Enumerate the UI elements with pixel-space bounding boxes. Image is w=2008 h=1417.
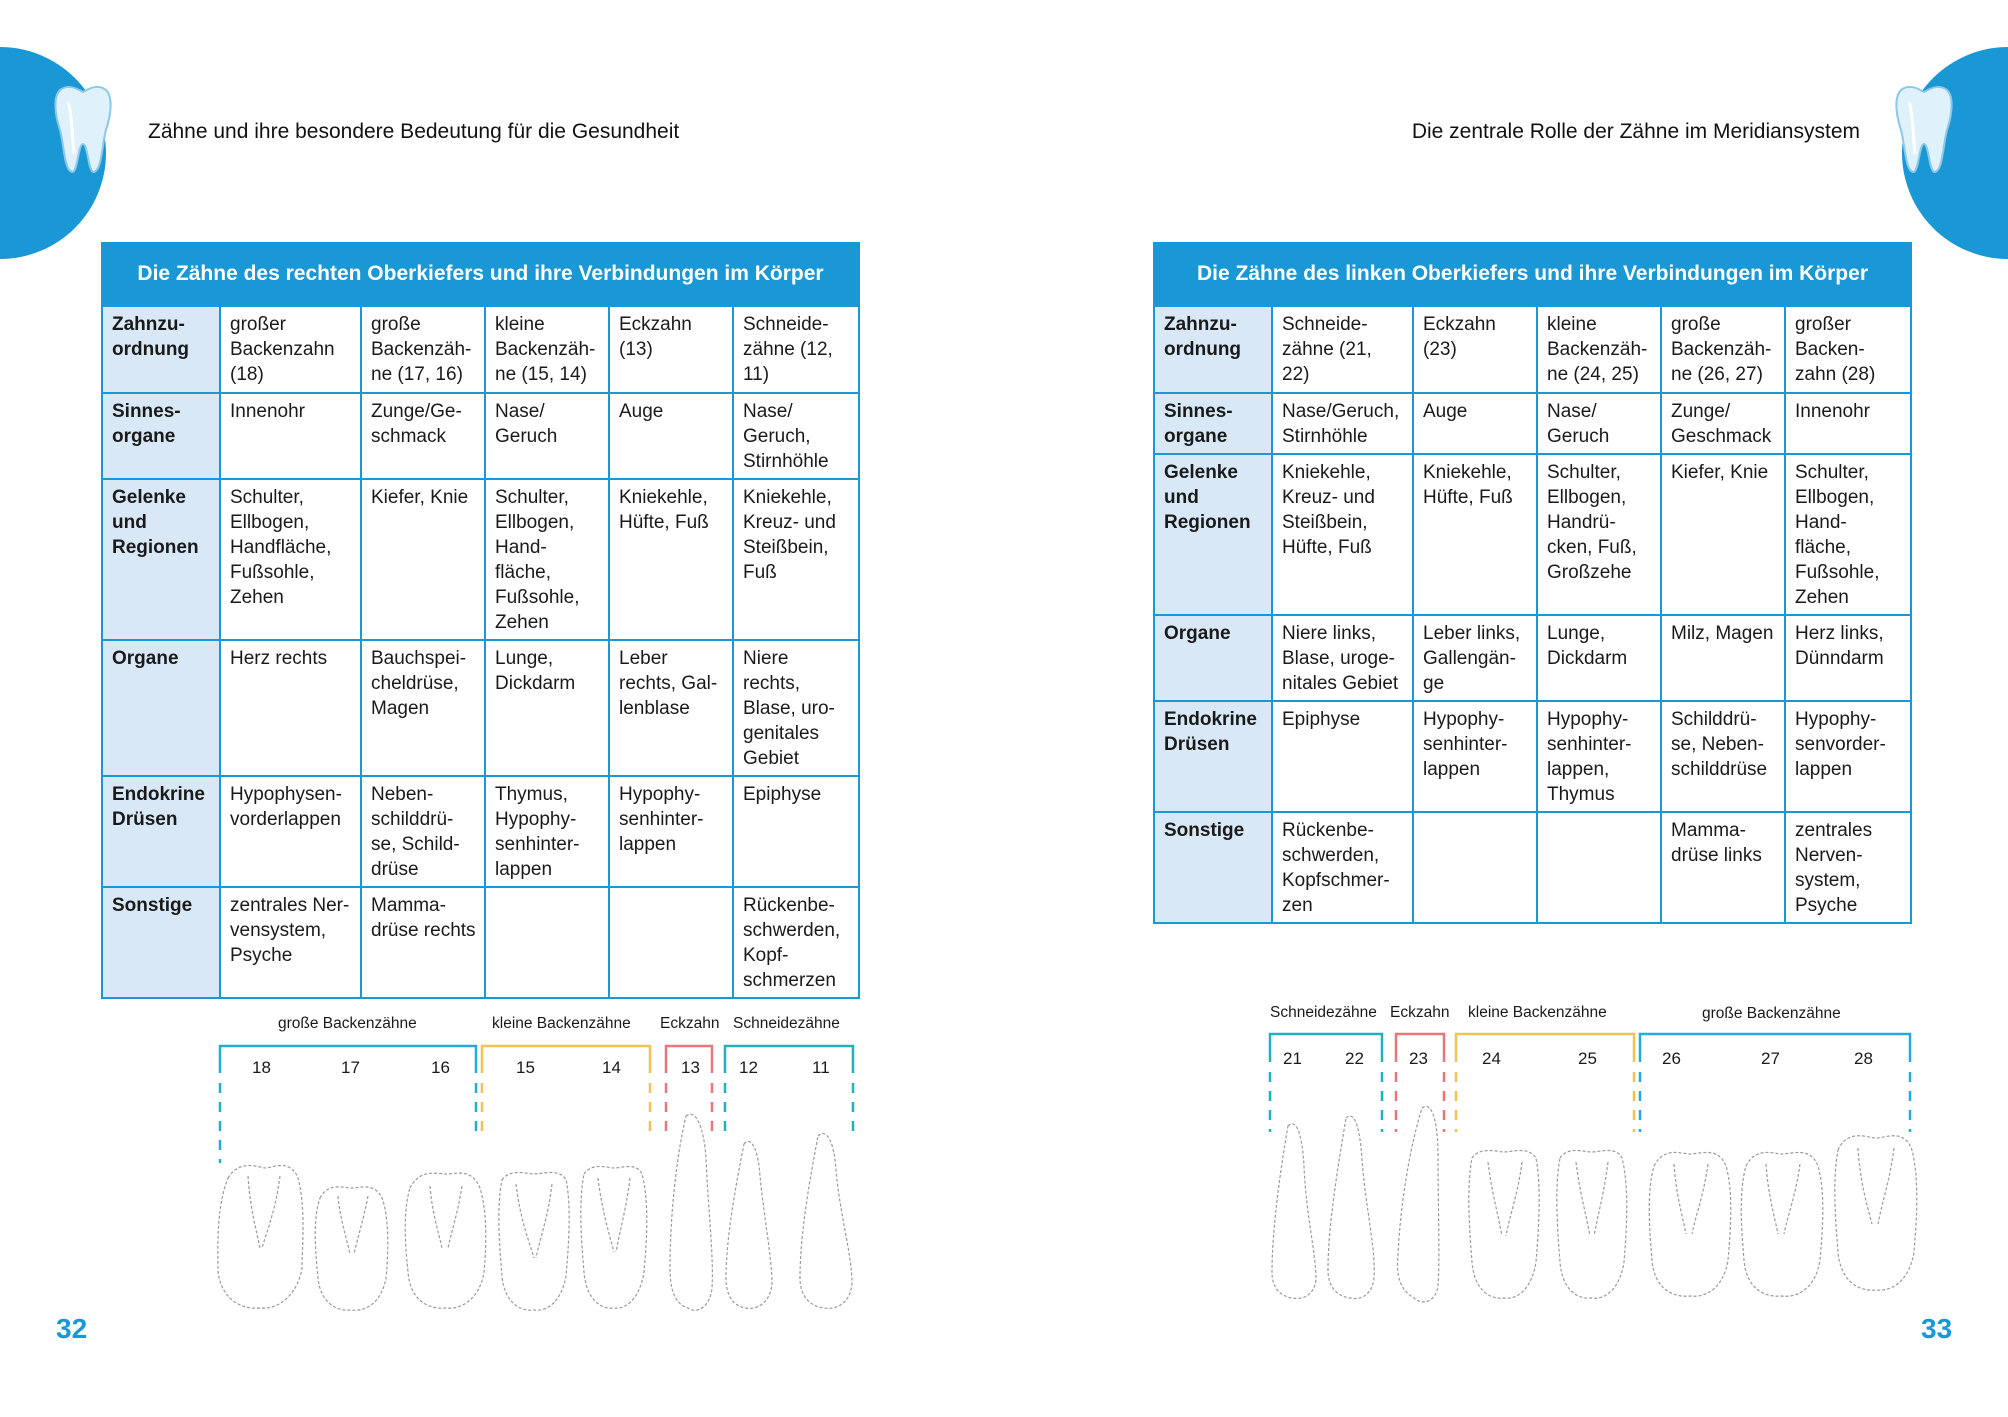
tooth-number: 26	[1662, 1049, 1681, 1068]
group-label-small-molars: kleine Backenzähne	[492, 1015, 631, 1032]
table-cell: Niere links, Blase, uroge-nitales Gebiet	[1272, 615, 1413, 701]
incisor-tooth-icon	[1328, 1116, 1374, 1298]
table-left-upper-jaw	[1153, 242, 1912, 924]
molar-tooth-icon	[1649, 1152, 1731, 1296]
group-label-small-molars: kleine Backenzähne	[1468, 1004, 1607, 1021]
table-cell	[1537, 812, 1661, 923]
group-label-incisors: Schneidezähne	[733, 1015, 840, 1032]
table-caption: Die Zähne des linken Oberkiefers und ihre Verbindungen im Körper	[1153, 242, 1912, 305]
molar-tooth-icon	[405, 1173, 486, 1308]
table-cell: Thymus, Hypophy-senhinter-lappen	[485, 776, 609, 887]
table-cell: Kniekehle, Kreuz- und Steißbein, Hüfte, Fuß	[1272, 454, 1413, 615]
teeth-diagram-left-upper-jaw	[1262, 996, 1922, 1316]
table-row	[102, 640, 859, 776]
page-number-left: 32	[56, 1313, 88, 1344]
table-cell: Lunge, Dickdarm	[485, 640, 609, 776]
table-cell: zentrales Nerven-system, Psyche	[1785, 812, 1911, 923]
row-header: Zahnzu-ordnung	[102, 306, 220, 393]
table-cell: Mamma-drüse links	[1661, 812, 1785, 923]
row-header: Gelenke und Regionen	[1154, 454, 1272, 615]
table-cell: Nase/ Geruch, Stirnhöhle	[733, 393, 859, 479]
table-row	[1154, 393, 1911, 454]
group-label-incisors: Schneidezähne	[1270, 1004, 1377, 1021]
table-cell: Rückenbe-schwerden, Kopfschmer-zen	[1272, 812, 1413, 923]
premolar-tooth-icon	[1557, 1151, 1627, 1299]
table-cell: Zunge/ Geschmack	[1661, 393, 1785, 454]
premolar-tooth-icon	[1469, 1151, 1539, 1299]
table-cell: Auge	[609, 393, 733, 479]
table-cell: Eckzahn (23)	[1413, 306, 1537, 393]
group-bracket-small-molars	[482, 1046, 650, 1138]
table-row	[1154, 615, 1911, 701]
table-cell: große Backenzäh-ne (17, 16)	[361, 306, 485, 393]
table-cell: Schulter, Ellbogen, Handfläche, Fußsohle, Zehen	[220, 479, 361, 640]
tooth-logo-icon	[52, 84, 114, 176]
row-header: Organe	[102, 640, 220, 776]
table-cell: Schulter, Ellbogen, Hand-fläche, Fußsohle, Zehen	[485, 479, 609, 640]
table-cell: Herz links, Dünndarm	[1785, 615, 1911, 701]
teeth-diagram-right-upper-jaw	[210, 1008, 860, 1318]
table-row	[1154, 701, 1911, 812]
tooth-number: 14	[602, 1058, 621, 1077]
table-cell: Nase/Geruch, Stirnhöhle	[1272, 393, 1413, 454]
table-cell: Epiphyse	[733, 776, 859, 887]
table-cell: großer Backenzahn (18)	[220, 306, 361, 393]
group-label-canine: Eckzahn	[1390, 1004, 1450, 1021]
row-header: Sonstige	[1154, 812, 1272, 923]
table-cell: Bauchspei-cheldrüse, Magen	[361, 640, 485, 776]
running-head-left: Zähne und ihre besondere Bedeutung für die Gesundheit	[148, 120, 680, 143]
row-header: Gelenke und Regionen	[102, 479, 220, 640]
table-cell: Hypophy-senhinter-lappen	[609, 776, 733, 887]
tooth-number: 21	[1283, 1049, 1302, 1068]
page-number-right: 33	[1921, 1313, 1953, 1344]
table-row	[102, 479, 859, 640]
table-cell: Kniekehle, Hüfte, Fuß	[1413, 454, 1537, 615]
tooth-number: 22	[1345, 1049, 1364, 1068]
table-cell: Kiefer, Knie	[361, 479, 485, 640]
row-header: Sinnes-organe	[1154, 393, 1272, 454]
tooth-number: 24	[1482, 1049, 1501, 1068]
table-cell: kleine Backenzäh-ne (15, 14)	[485, 306, 609, 393]
tooth-number: 11	[812, 1058, 830, 1077]
tooth-number: 18	[252, 1058, 271, 1077]
table-cell: Leber links, Gallengän-ge	[1413, 615, 1537, 701]
table-cell: Hypophy-senvorder-lappen	[1785, 701, 1911, 812]
table-cell: Hypophy-senhinter-lappen, Thymus	[1537, 701, 1661, 812]
tooth-logo-icon	[1893, 84, 1955, 176]
table-cell: Auge	[1413, 393, 1537, 454]
molar-tooth-icon	[218, 1166, 303, 1309]
table-cell: Niere rechts, Blase, uro-genitales Gebiet	[733, 640, 859, 776]
table-row	[102, 393, 859, 479]
table-cell: kleine Backenzäh-ne (24, 25)	[1537, 306, 1661, 393]
teeth-diagram-graphic	[210, 1008, 860, 1318]
table-row	[1154, 812, 1911, 923]
table-cell: Innenohr	[1785, 393, 1911, 454]
molar-tooth-icon	[1741, 1152, 1823, 1296]
table-row	[1154, 306, 1911, 393]
table-cell: Schulter, Ellbogen, Handrü-cken, Fuß, Großzehe	[1537, 454, 1661, 615]
row-header: Endokrine Drüsen	[1154, 701, 1272, 812]
tooth-number: 13	[681, 1058, 700, 1077]
tooth-number: 17	[341, 1058, 360, 1077]
table-row	[102, 306, 859, 393]
table-cell: Kiefer, Knie	[1661, 454, 1785, 615]
table-cell	[1413, 812, 1537, 923]
table-cell: Herz rechts	[220, 640, 361, 776]
molar-tooth-icon	[315, 1187, 388, 1310]
table-cell: Lunge, Dickdarm	[1537, 615, 1661, 701]
incisor-tooth-icon	[1272, 1124, 1316, 1299]
table-cell: Schilddrü-se, Neben-schilddrüse	[1661, 701, 1785, 812]
table-cell: Rückenbe-schwerden, Kopf-schmerzen	[733, 887, 859, 998]
group-label-canine: Eckzahn	[660, 1015, 720, 1032]
tooth-number: 28	[1854, 1049, 1873, 1068]
running-head-right: Die zentrale Rolle der Zähne im Meridiansystem	[1411, 120, 1860, 143]
premolar-tooth-icon	[581, 1167, 647, 1309]
row-header: Sonstige	[102, 887, 220, 998]
table-cell: zentrales Ner-vensystem, Psyche	[220, 887, 361, 998]
table-cell: Leber rechts, Gal-lenblase	[609, 640, 733, 776]
row-header: Zahnzu-ordnung	[1154, 306, 1272, 393]
table-cell: Kniekehle, Hüfte, Fuß	[609, 479, 733, 640]
table-cell: Schulter, Ellbogen, Hand-fläche, Fußsohle, Zehen	[1785, 454, 1911, 615]
premolar-tooth-icon	[499, 1173, 569, 1311]
teeth-diagram-graphic	[1262, 996, 1922, 1316]
table-cell: großer Backen-zahn (28)	[1785, 306, 1911, 393]
row-header: Organe	[1154, 615, 1272, 701]
table-cell: Milz, Magen	[1661, 615, 1785, 701]
table-cell: Hypophy-senhinter-lappen	[1413, 701, 1537, 812]
molar-tooth-icon	[1835, 1136, 1917, 1290]
tooth-number: 16	[431, 1058, 450, 1077]
table-cell: Nase/ Geruch	[485, 393, 609, 479]
incisor-tooth-icon	[726, 1141, 772, 1308]
tooth-number: 12	[739, 1058, 758, 1077]
table-row	[102, 887, 859, 998]
table-row	[102, 776, 859, 887]
table-cell: Eckzahn (13)	[609, 306, 733, 393]
tooth-number: 25	[1578, 1049, 1597, 1068]
row-header: Sinnes-organe	[102, 393, 220, 479]
table-cell: Neben-schilddrü-se, Schild-drüse	[361, 776, 485, 887]
tooth-number: 27	[1761, 1049, 1780, 1068]
table-cell: Epiphyse	[1272, 701, 1413, 812]
table-cell: Mamma-drüse rechts	[361, 887, 485, 998]
table-cell: Schneide-zähne (12, 11)	[733, 306, 859, 393]
canine-tooth-icon	[1398, 1106, 1439, 1302]
table-cell: Nase/ Geruch	[1537, 393, 1661, 454]
table-cell: große Backenzäh-ne (26, 27)	[1661, 306, 1785, 393]
group-label-large-molars: große Backenzähne	[278, 1015, 417, 1032]
table-cell	[609, 887, 733, 998]
table-caption: Die Zähne des rechten Oberkiefers und ihre Verbindungen im Körper	[101, 242, 860, 305]
row-header: Endokrine Drüsen	[102, 776, 220, 887]
canine-tooth-icon	[670, 1114, 712, 1310]
group-label-large-molars: große Backenzähne	[1702, 1005, 1841, 1022]
table-row	[1154, 454, 1911, 615]
table-right-upper-jaw	[101, 242, 860, 999]
table-cell: Innenohr	[220, 393, 361, 479]
table-cell	[485, 887, 609, 998]
table-cell: Schneide-zähne (21, 22)	[1272, 306, 1413, 393]
table-cell: Kniekehle, Kreuz- und Steißbein, Fuß	[733, 479, 859, 640]
tooth-number: 23	[1409, 1049, 1428, 1068]
table-cell: Hypophysen-vorderlappen	[220, 776, 361, 887]
incisor-tooth-icon	[800, 1134, 852, 1309]
tooth-number: 15	[516, 1058, 535, 1077]
table-cell: Zunge/Ge-schmack	[361, 393, 485, 479]
